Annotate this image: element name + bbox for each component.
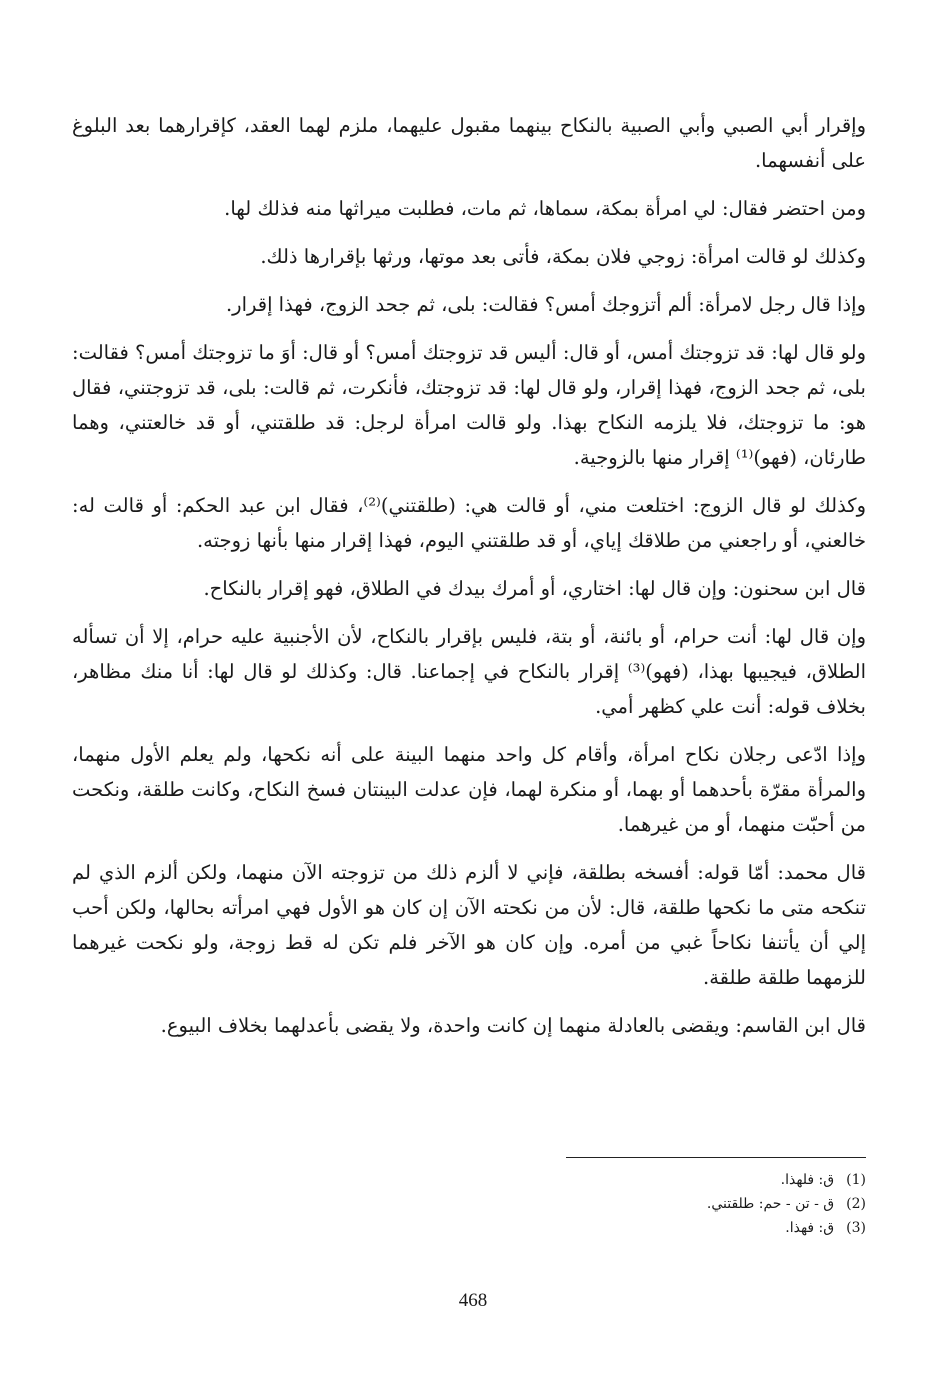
footnote-number: (2): [846, 1196, 866, 1212]
paragraph-5: ولو قال لها: قد تزوجتك أمس، أو قال: أليس قد تزوجتك أمس؟ أو قال: أوَ ما تزوجتك أمس؟ فقالت: بلى، ثم جحد الزوج، فهذا إقرار، ولو قال لها: قد تزوجتك، فأنكرت، ثم قالت: بلى، قد تزوجتني، فقال هو: ما تزوجتك، فلا يلزمه النكاح بهذا. ولو قالت امرأة لرجل: قد طلقتني، أو قد خالعتني، وهما طارئان، (فهو)⁽¹⁾ إقرار منها بالزوجية.: [72, 341, 866, 469]
paragraph-4: وإذا قال رجل لامرأة: ألم أتزوجك أمس؟ فقالت: بلى، ثم جحد الزوج، فهذا إقرار.: [225, 293, 866, 316]
paragraph-9: وإذا ادّعى رجلان نكاح امرأة، وأقام كل واحد منهما البينة على أنه نكحها، ولم يعلم الأول منهما، والمرأة مقرّة بأحدهما أو بهما، أو منكرة لهما، فإن عدلت البينتان فسخ النكاح، وكانت طلقة، ونكحت من أحبّت منهما، أو من غيرهما.: [72, 743, 866, 836]
footnotes: [466, 1168, 866, 1240]
paragraph-7: قال ابن سحنون: وإن قال لها: اختاري، أو أمرك بيدك في الطلاق، فهو إقرار بالنكاح.: [203, 577, 866, 600]
footnote-2: [466, 1192, 866, 1216]
page-body: [72, 108, 866, 1056]
paragraph-3: وكذلك لو قالت امرأة: زوجي فلان بمكة، فأتى بعد موتها، ورثها بإقرارها ذلك.: [260, 245, 866, 268]
paragraph-2: ومن احتضر فقال: لي امرأة بمكة، سماها، ثم مات، فطلبت ميراثها منه فذلك لها.: [224, 197, 866, 220]
page-number: 468: [458, 1290, 488, 1311]
paragraph-10: قال محمد: أمّا قوله: أفسخه بطلقة، فإني لا ألزم ذلك من تزوجته الآن منهما، ولكن ألزم الذي لم تنكحه متى ما نكحها طلقة، قال: لأن من نكحته الآن إن كان هو الأول فهي امرأته بحالها، ولكن أحب إلي أن يأتنفا نكاحاً غبي من أمره. وإن كان هو الآخر فلم تكن له قط زوجة، ولو نكحت غيرهما للزمهما طلقة طلقة.: [72, 861, 866, 989]
paragraph-6: وكذلك لو قال الزوج: اختلعت مني، أو قالت هي: (طلقتني)⁽²⁾، فقال ابن عبد الحكم: أو قالت له: خالعني، أو راجعني من طلاقك إياي، أو قد طلقتني اليوم، فهذا إقرار منها بأنها زوجته.: [72, 494, 866, 552]
footnote-text: ق: فلهذا.: [780, 1172, 835, 1188]
paragraph-1: وإقرار أبي الصبي وأبي الصبية بالنكاح بينهما مقبول عليهما، ملزم لهما العقد، كإقرارهما بعد البلوغ على أنفسهما.: [72, 114, 866, 172]
footnote-divider: [566, 1157, 866, 1158]
footnote-number: (1): [846, 1172, 866, 1188]
footnote-text: ق - تن - حم: طلقتني.: [706, 1196, 835, 1212]
paragraph-11: قال ابن القاسم: ويقضى بالعادلة منهما إن كانت واحدة، ولا يقضى بأعدلهما بخلاف البيوع.: [160, 1014, 866, 1037]
paragraph-8: وإن قال لها: أنت حرام، أو بائنة، أو بتة، فليس بإقرار بالنكاح، لأن الأجنبية عليه حرام، إلا أن تسأله الطلاق، فيجيبها بهذا، (فهو)⁽³⁾ إقرار بالنكاح في إجماعنا. قال: وكذلك لو قال لها: أنا منك مظاهر، بخلاف قوله: أنت علي كظهر أمي.: [72, 625, 866, 718]
footnote-number: (3): [846, 1220, 866, 1236]
footnote-text: ق: فهذا.: [785, 1220, 835, 1236]
footnote-3: [466, 1216, 866, 1240]
footnote-1: [466, 1168, 866, 1192]
